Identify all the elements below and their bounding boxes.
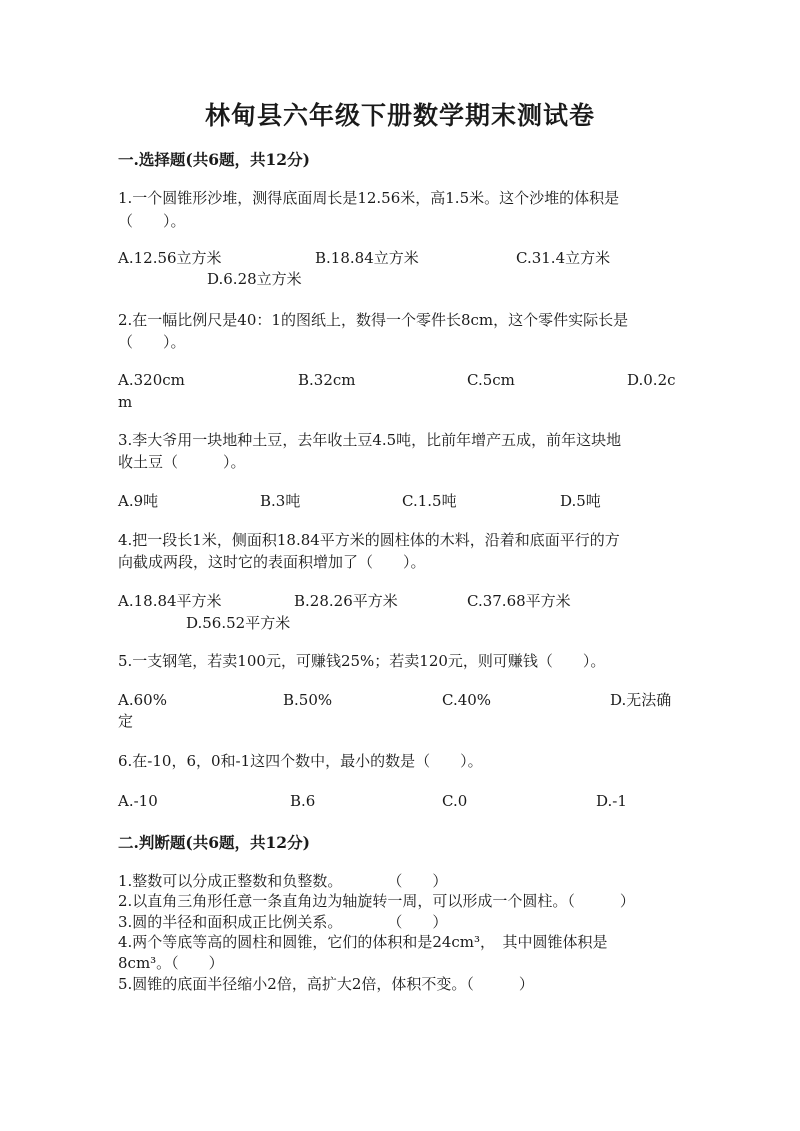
question-6-option-c: C.0 bbox=[442, 792, 468, 810]
question-2-option-a: A.320cm bbox=[118, 371, 185, 389]
question-2-option-d-wrap: m bbox=[118, 393, 133, 411]
question-4-option-c: C.37.68平方米 bbox=[467, 592, 571, 610]
question-2-option-c: C.5cm bbox=[467, 371, 515, 389]
question-1-option-c: C.31.4立方米 bbox=[516, 249, 611, 267]
question-3-option-a: A.9吨 bbox=[118, 492, 159, 510]
page-title: 林甸县六年级下册数学期末测试卷 bbox=[204, 101, 595, 130]
question-4-option-b: B.28.26平方米 bbox=[294, 592, 398, 610]
judge-item-3: 3.圆的半径和面积成正比例关系。 （ ） bbox=[118, 913, 448, 931]
question-3-option-d: D.5吨 bbox=[560, 492, 601, 510]
question-5-option-d: D.无法确 bbox=[610, 691, 672, 709]
judge-item-4-line-2: 8cm³。（ ） bbox=[118, 954, 224, 972]
question-5-option-d-wrap: 定 bbox=[118, 712, 134, 730]
question-4-option-a: A.18.84平方米 bbox=[118, 592, 222, 610]
question-5-option-b: B.50% bbox=[283, 691, 333, 709]
judge-item-4-line-1: 4.两个等底等高的圆柱和圆锥，它们的体积和是24cm³， 其中圆锥体积是 bbox=[118, 933, 608, 951]
question-3-line-2: 收土豆（ ）。 bbox=[118, 453, 246, 471]
question-2-option-b: B.32cm bbox=[298, 371, 356, 389]
question-2-line-1: 2.在一幅比例尺是40：1的图纸上，数得一个零件长8cm，这个零件实际长是 bbox=[118, 311, 629, 329]
question-1-option-a: A.12.56立方米 bbox=[118, 249, 222, 267]
question-1-option-b: B.18.84立方米 bbox=[315, 249, 419, 267]
question-1-option-d: D.6.28立方米 bbox=[207, 270, 302, 288]
question-6-option-d: D.-1 bbox=[596, 792, 627, 810]
question-5-option-a: A.60% bbox=[118, 691, 167, 709]
question-1-line-2: （ ）。 bbox=[118, 212, 186, 230]
question-1-line-1: 1.一个圆锥形沙堆，测得底面周长是12.56米，高1.5米。这个沙堆的体积是 bbox=[118, 189, 620, 207]
question-3-option-b: B.3吨 bbox=[260, 492, 301, 510]
section-heading-choice: 一.选择题(共6题，共12分) bbox=[118, 150, 310, 169]
judge-item-1: 1.整数可以分成正整数和负整数。 （ ） bbox=[118, 872, 448, 890]
judge-item-5: 5.圆锥的底面半径缩小2倍，高扩大2倍，体积不变。（ ） bbox=[118, 975, 534, 993]
question-3-option-c: C.1.5吨 bbox=[402, 492, 457, 510]
judge-item-2: 2.以直角三角形任意一条直角边为轴旋转一周，可以形成一个圆柱。（ ） bbox=[118, 892, 635, 910]
section-heading-judge: 二.判断题(共6题，共12分) bbox=[118, 833, 310, 852]
question-2-line-2: （ ）。 bbox=[118, 333, 186, 351]
question-6-option-b: B.6 bbox=[290, 792, 316, 810]
question-4-line-1: 4.把一段长1米，侧面积18.84平方米的圆柱体的木料，沿着和底面平行的方 bbox=[118, 531, 620, 549]
question-4-line-2: 向截成两段，这时它的表面积增加了（ ）。 bbox=[118, 553, 426, 571]
question-6-line-1: 6.在-10，6，0和-1这四个数中，最小的数是（ ）。 bbox=[118, 752, 483, 770]
question-4-option-d: D.56.52平方米 bbox=[186, 614, 291, 632]
question-6-option-a: A.-10 bbox=[118, 792, 158, 810]
question-3-line-1: 3.李大爷用一块地种土豆，去年收土豆4.5吨，比前年增产五成，前年这块地 bbox=[118, 431, 622, 449]
question-5-option-c: C.40% bbox=[442, 691, 492, 709]
question-2-option-d: D.0.2c bbox=[627, 371, 676, 389]
question-5-line-1: 5.一支钢笔，若卖100元，可赚钱25%；若卖120元，则可赚钱（ ）。 bbox=[118, 652, 606, 670]
